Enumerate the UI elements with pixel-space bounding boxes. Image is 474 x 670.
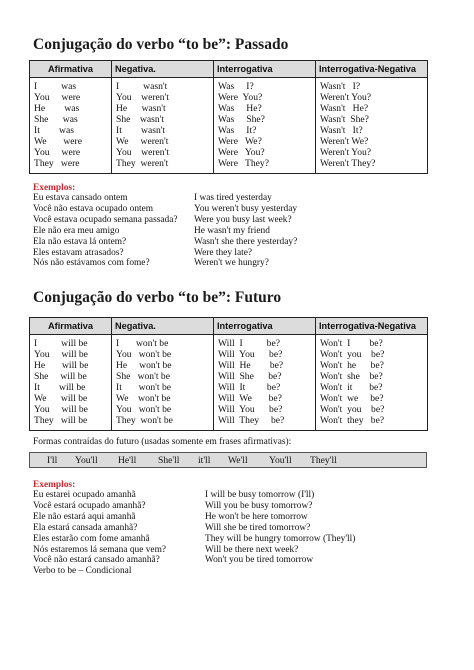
list-item: Nós estaremos lá semana que vem? [33, 544, 167, 555]
table-cell: She was [30, 114, 112, 125]
table-row [30, 81, 428, 92]
table-cell: Won't they be? [316, 415, 428, 431]
table-cell: Weren't You? [316, 92, 428, 103]
table-cell: They will be [30, 415, 112, 431]
table-cell: Wasn't I? [316, 81, 428, 92]
table-cell: You will be [30, 404, 112, 415]
contracted-form: He'll [118, 455, 137, 466]
contracted-form: They'll [310, 455, 337, 466]
table-cell: They won't be [112, 415, 214, 431]
table-cell: Will It be? [214, 382, 316, 393]
contracted-form: You'll [269, 455, 292, 466]
list-item: Eles estavam atrasados? [33, 247, 124, 258]
table-cell: Won't I be? [316, 338, 428, 349]
list-item: Eu estarei ocupado amanhã [33, 490, 136, 500]
table-cell: He won't be [112, 360, 214, 371]
table-row [30, 158, 428, 174]
table-cell: He was [30, 103, 112, 114]
table-cell: It won't be [112, 382, 214, 393]
list-item: Verbo to be – Condicional [33, 566, 132, 577]
past-examples-english [194, 193, 297, 269]
table-row [30, 125, 428, 136]
list-item: Weren't we hungry? [194, 258, 269, 269]
table-row [30, 415, 428, 431]
table-cell: Won't we be? [316, 393, 428, 404]
list-item: Were they late? [194, 247, 253, 258]
table-header-row [30, 61, 428, 78]
header-interrogativa-negativa: Interrogativa-Negativa [316, 318, 428, 335]
list-item: Ele não era meu amigo [33, 225, 120, 236]
table-row [30, 147, 428, 158]
table-row [30, 114, 428, 125]
table-cell: Wasn't She? [316, 114, 428, 125]
table-row [30, 393, 428, 404]
future-examples-english [205, 490, 355, 566]
list-item: Eu estava cansado ontem [33, 193, 128, 203]
table-cell: Will They be? [214, 415, 316, 431]
past-section-title: Conjugação do verbo “to be”: Passado [33, 36, 289, 53]
table-cell: Will She be? [214, 371, 316, 382]
list-item: Você não estará cansado amanhã? [33, 555, 160, 566]
table-cell: She will be [30, 371, 112, 382]
table-cell: Will You be? [214, 349, 316, 360]
past-table-body [30, 78, 428, 174]
contracted-forms-bar [29, 452, 427, 468]
list-item: Nós não estávamos com fome? [33, 258, 150, 269]
contracted-form: We'll [228, 455, 248, 466]
table-cell: Were You? [214, 92, 316, 103]
list-item: Will you be busy tomorrow? [205, 500, 313, 511]
table-cell: Was I? [214, 81, 316, 92]
table-cell: I wasn't [112, 81, 214, 92]
table-row [30, 360, 428, 371]
table-cell: I was [30, 81, 112, 92]
list-item: He wasn't my friend [194, 225, 270, 236]
list-item: Você não estava ocupado ontem [33, 203, 154, 214]
table-cell: We weren't [112, 136, 214, 147]
table-cell: I will be [30, 338, 112, 349]
future-examples-portuguese [33, 490, 166, 577]
past-examples-label: Exemplos: [33, 183, 76, 193]
table-cell: She won't be [112, 371, 214, 382]
table-cell: Wasn't He? [316, 103, 428, 114]
table-cell: You won't be [112, 404, 214, 415]
table-cell: Won't it be? [316, 382, 428, 393]
table-header-row [30, 318, 428, 335]
list-item: Wasn't she there yesterday? [194, 236, 298, 247]
table-cell: You weren't [112, 92, 214, 103]
table-cell: You were [30, 92, 112, 103]
table-cell: Won't you be? [316, 404, 428, 415]
table-cell: Won't he be? [316, 360, 428, 371]
table-cell: They weren't [112, 158, 214, 174]
table-row [30, 92, 428, 103]
table-cell: Weren't We? [316, 136, 428, 147]
header-afirmativa: Afirmativa [30, 318, 112, 335]
future-conjugation-table [29, 317, 428, 431]
header-negativa: Negativa. [112, 61, 214, 78]
table-row [30, 349, 428, 360]
contracted-forms-title: Formas contraídas do futuro (usadas somente em frases afirmativas): [33, 437, 292, 447]
table-cell: Won't you be? [316, 349, 428, 360]
table-cell: Was He? [214, 103, 316, 114]
table-cell: You weren't [112, 147, 214, 158]
list-item: I was tired yesterday [194, 193, 272, 203]
header-negativa: Negativa. [112, 318, 214, 335]
table-cell: He wasn't [112, 103, 214, 114]
table-cell: She wasn't [112, 114, 214, 125]
list-item: I will be busy tomorrow (I'll) [205, 490, 315, 500]
table-cell: Weren't They? [316, 158, 428, 174]
table-cell: Won't she be? [316, 371, 428, 382]
list-item: Ela não estava lá ontem? [33, 236, 127, 247]
list-item: He won't be here tomorrow [205, 511, 308, 522]
table-cell: Will He be? [214, 360, 316, 371]
header-interrogativa: Interrogativa [214, 61, 316, 78]
table-cell: Were They? [214, 158, 316, 174]
table-cell: Were You? [214, 147, 316, 158]
future-table-body [30, 335, 428, 431]
table-cell: Will I be? [214, 338, 316, 349]
table-cell: He will be [30, 360, 112, 371]
list-item: You weren't busy yesterday [194, 203, 298, 214]
table-cell: I won't be [112, 338, 214, 349]
table-cell: You were [30, 147, 112, 158]
contracted-form: She'll [158, 455, 180, 466]
past-conjugation-table [29, 60, 428, 174]
contracted-form: You'll [75, 455, 98, 466]
table-row [30, 404, 428, 415]
table-cell: Will You be? [214, 404, 316, 415]
header-interrogativa: Interrogativa [214, 318, 316, 335]
table-cell: It was [30, 125, 112, 136]
table-cell: Will We be? [214, 393, 316, 404]
table-cell: Were We? [214, 136, 316, 147]
list-item: Eles estarão com fome amanhã [33, 533, 150, 544]
list-item: Will be there next week? [205, 544, 299, 555]
table-cell: You will be [30, 349, 112, 360]
table-cell: Wasn't It? [316, 125, 428, 136]
table-cell: We were [30, 136, 112, 147]
table-cell: We won't be [112, 393, 214, 404]
list-item: Você estará ocupado amanhã? [33, 500, 146, 511]
table-cell: Weren't You? [316, 147, 428, 158]
list-item: Você estava ocupado semana passada? [33, 214, 178, 225]
table-cell: Was It? [214, 125, 316, 136]
table-cell: Was She? [214, 114, 316, 125]
list-item: Won't you be tired tomorrow [205, 555, 314, 566]
future-examples-label: Exemplos: [33, 480, 76, 490]
list-item: Ele não estará aqui amanhã [33, 511, 136, 522]
contracted-form: I'll [47, 455, 58, 466]
table-cell: It will be [30, 382, 112, 393]
contracted-form: it'll [198, 455, 211, 466]
table-row [30, 382, 428, 393]
table-cell: It wasn't [112, 125, 214, 136]
table-cell: They were [30, 158, 112, 174]
table-cell: We will be [30, 393, 112, 404]
list-item: Ela estará cansada amanhã? [33, 522, 138, 533]
list-item: Were you busy last week? [194, 214, 292, 225]
past-examples-portuguese [33, 193, 178, 269]
table-cell: You won't be [112, 349, 214, 360]
table-row [30, 103, 428, 114]
table-row [30, 338, 428, 349]
header-afirmativa: Afirmativa [30, 61, 112, 78]
table-row [30, 136, 428, 147]
list-item: Will she be tired tomorrow? [205, 522, 311, 533]
header-interrogativa-negativa: Interrogativa-Negativa [316, 61, 428, 78]
list-item: They will be hungry tomorrow (They'll) [205, 533, 356, 544]
future-section-title: Conjugação do verbo “to be”: Futuro [33, 289, 282, 306]
table-row [30, 371, 428, 382]
